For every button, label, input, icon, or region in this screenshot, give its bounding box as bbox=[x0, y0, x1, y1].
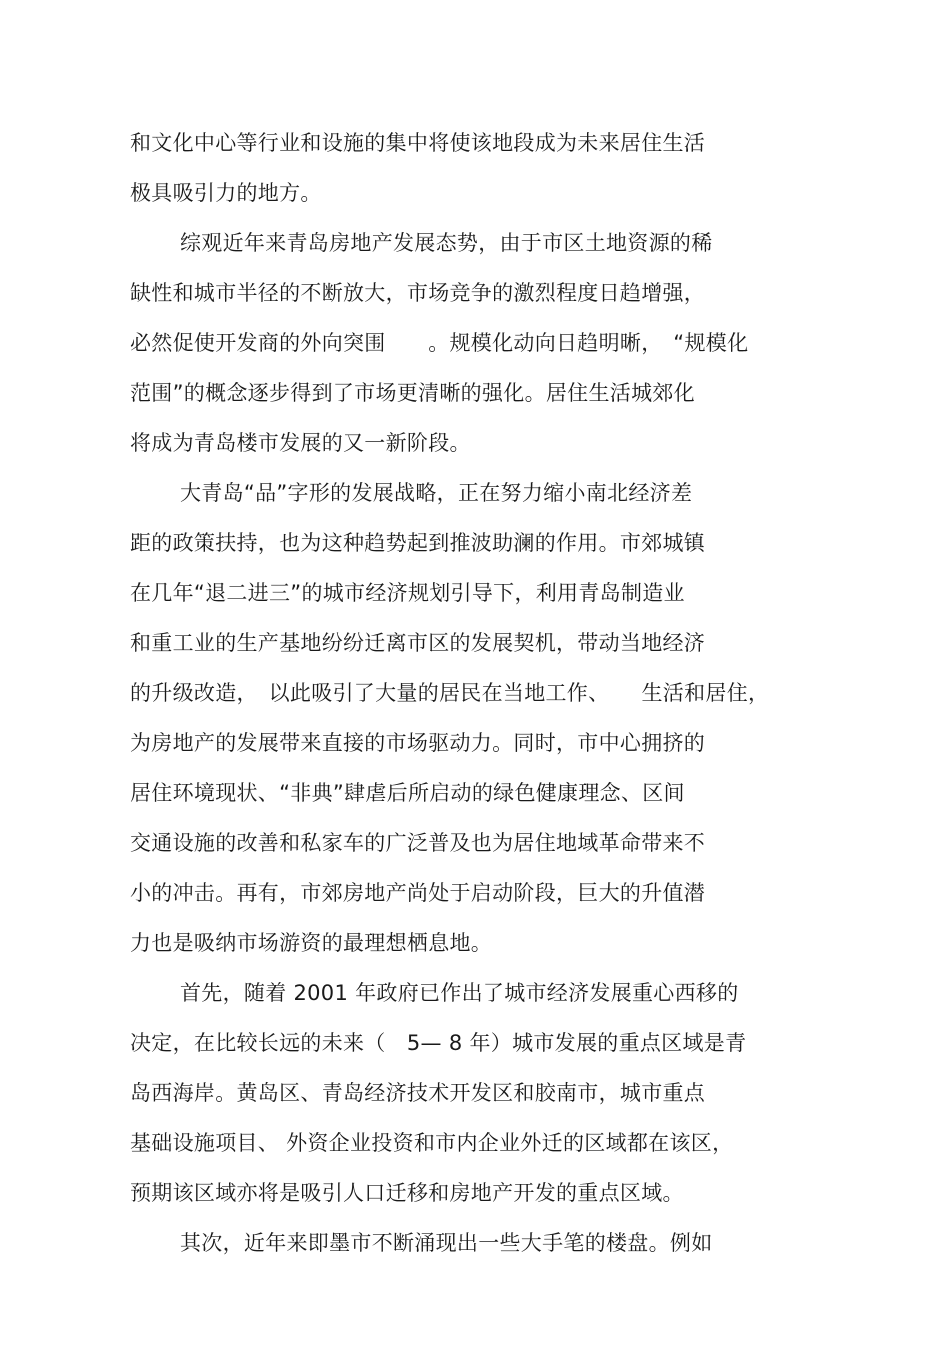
paragraph-start-line: 大青岛“品”字形的发展战略，正在努力缩小南北经济差 bbox=[180, 481, 693, 505]
text-line: 在几年“退二进三”的城市经济规划引导下，利用青岛制造业 bbox=[130, 581, 685, 605]
text-line: 决定，在比较长远的未来（ 5— 8 年）城市发展的重点区域是青 bbox=[130, 1031, 747, 1055]
text-line: 预期该区域亦将是吸引人口迁移和房地产开发的重点区域。 bbox=[130, 1181, 684, 1205]
paragraph-start-line: 首先，随着 2001 年政府已作出了城市经济发展重心西移的 bbox=[180, 981, 739, 1005]
text-line: 岛西海岸。黄岛区、青岛经济技术开发区和胶南市，城市重点 bbox=[130, 1081, 706, 1105]
text-line: 范围”的概念逐步得到了市场更清晰的强化。居住生活城郊化 bbox=[130, 381, 695, 405]
text-line: 和重工业的生产基地纷纷迁离市区的发展契机，带动当地经济 bbox=[130, 631, 706, 655]
text-line: 极具吸引力的地方。 bbox=[130, 181, 322, 205]
text-line: 和文化中心等行业和设施的集中将使该地段成为未来居住生活 bbox=[130, 131, 706, 155]
text-line: 的升级改造， 以此吸引了大量的居民在当地工作、 生活和居住， bbox=[130, 681, 770, 705]
text-line: 基础设施项目、 外资企业投资和市内企业外迁的区域都在该区， bbox=[130, 1131, 734, 1155]
text-line: 力也是吸纳市场游资的最理想栖息地。 bbox=[130, 931, 493, 955]
text-line: 距的政策扶持，也为这种趋势起到推波助澜的作用。市郊城镇 bbox=[130, 531, 706, 555]
text-line: 小的冲击。再有，市郊房地产尚处于启动阶段，巨大的升值潜 bbox=[130, 881, 706, 905]
text-line: 为房地产的发展带来直接的市场驱动力。同时，市中心拥挤的 bbox=[130, 731, 706, 755]
text-line: 居住环境现状、“非典”肆虐后所启动的绿色健康理念、区间 bbox=[130, 781, 685, 805]
paragraph-start-line: 其次，近年来即墨市不断涌现出一些大手笔的楼盘。例如 bbox=[180, 1231, 713, 1255]
text-line: 必然促使开发商的外向突围 。规模化动向日趋明晰， “规模化 bbox=[130, 331, 749, 355]
text-line: 缺性和城市半径的不断放大，市场竞争的激烈程度日趋增强， bbox=[130, 281, 706, 305]
text-line: 交通设施的改善和私家车的广泛普及也为居住地域革命带来不 bbox=[130, 831, 706, 855]
text-line: 将成为青岛楼市发展的又一新阶段。 bbox=[130, 431, 471, 455]
paragraph-start-line: 综观近年来青岛房地产发展态势，由于市区土地资源的稀 bbox=[180, 231, 713, 255]
body-text bbox=[130, 118, 830, 1268]
